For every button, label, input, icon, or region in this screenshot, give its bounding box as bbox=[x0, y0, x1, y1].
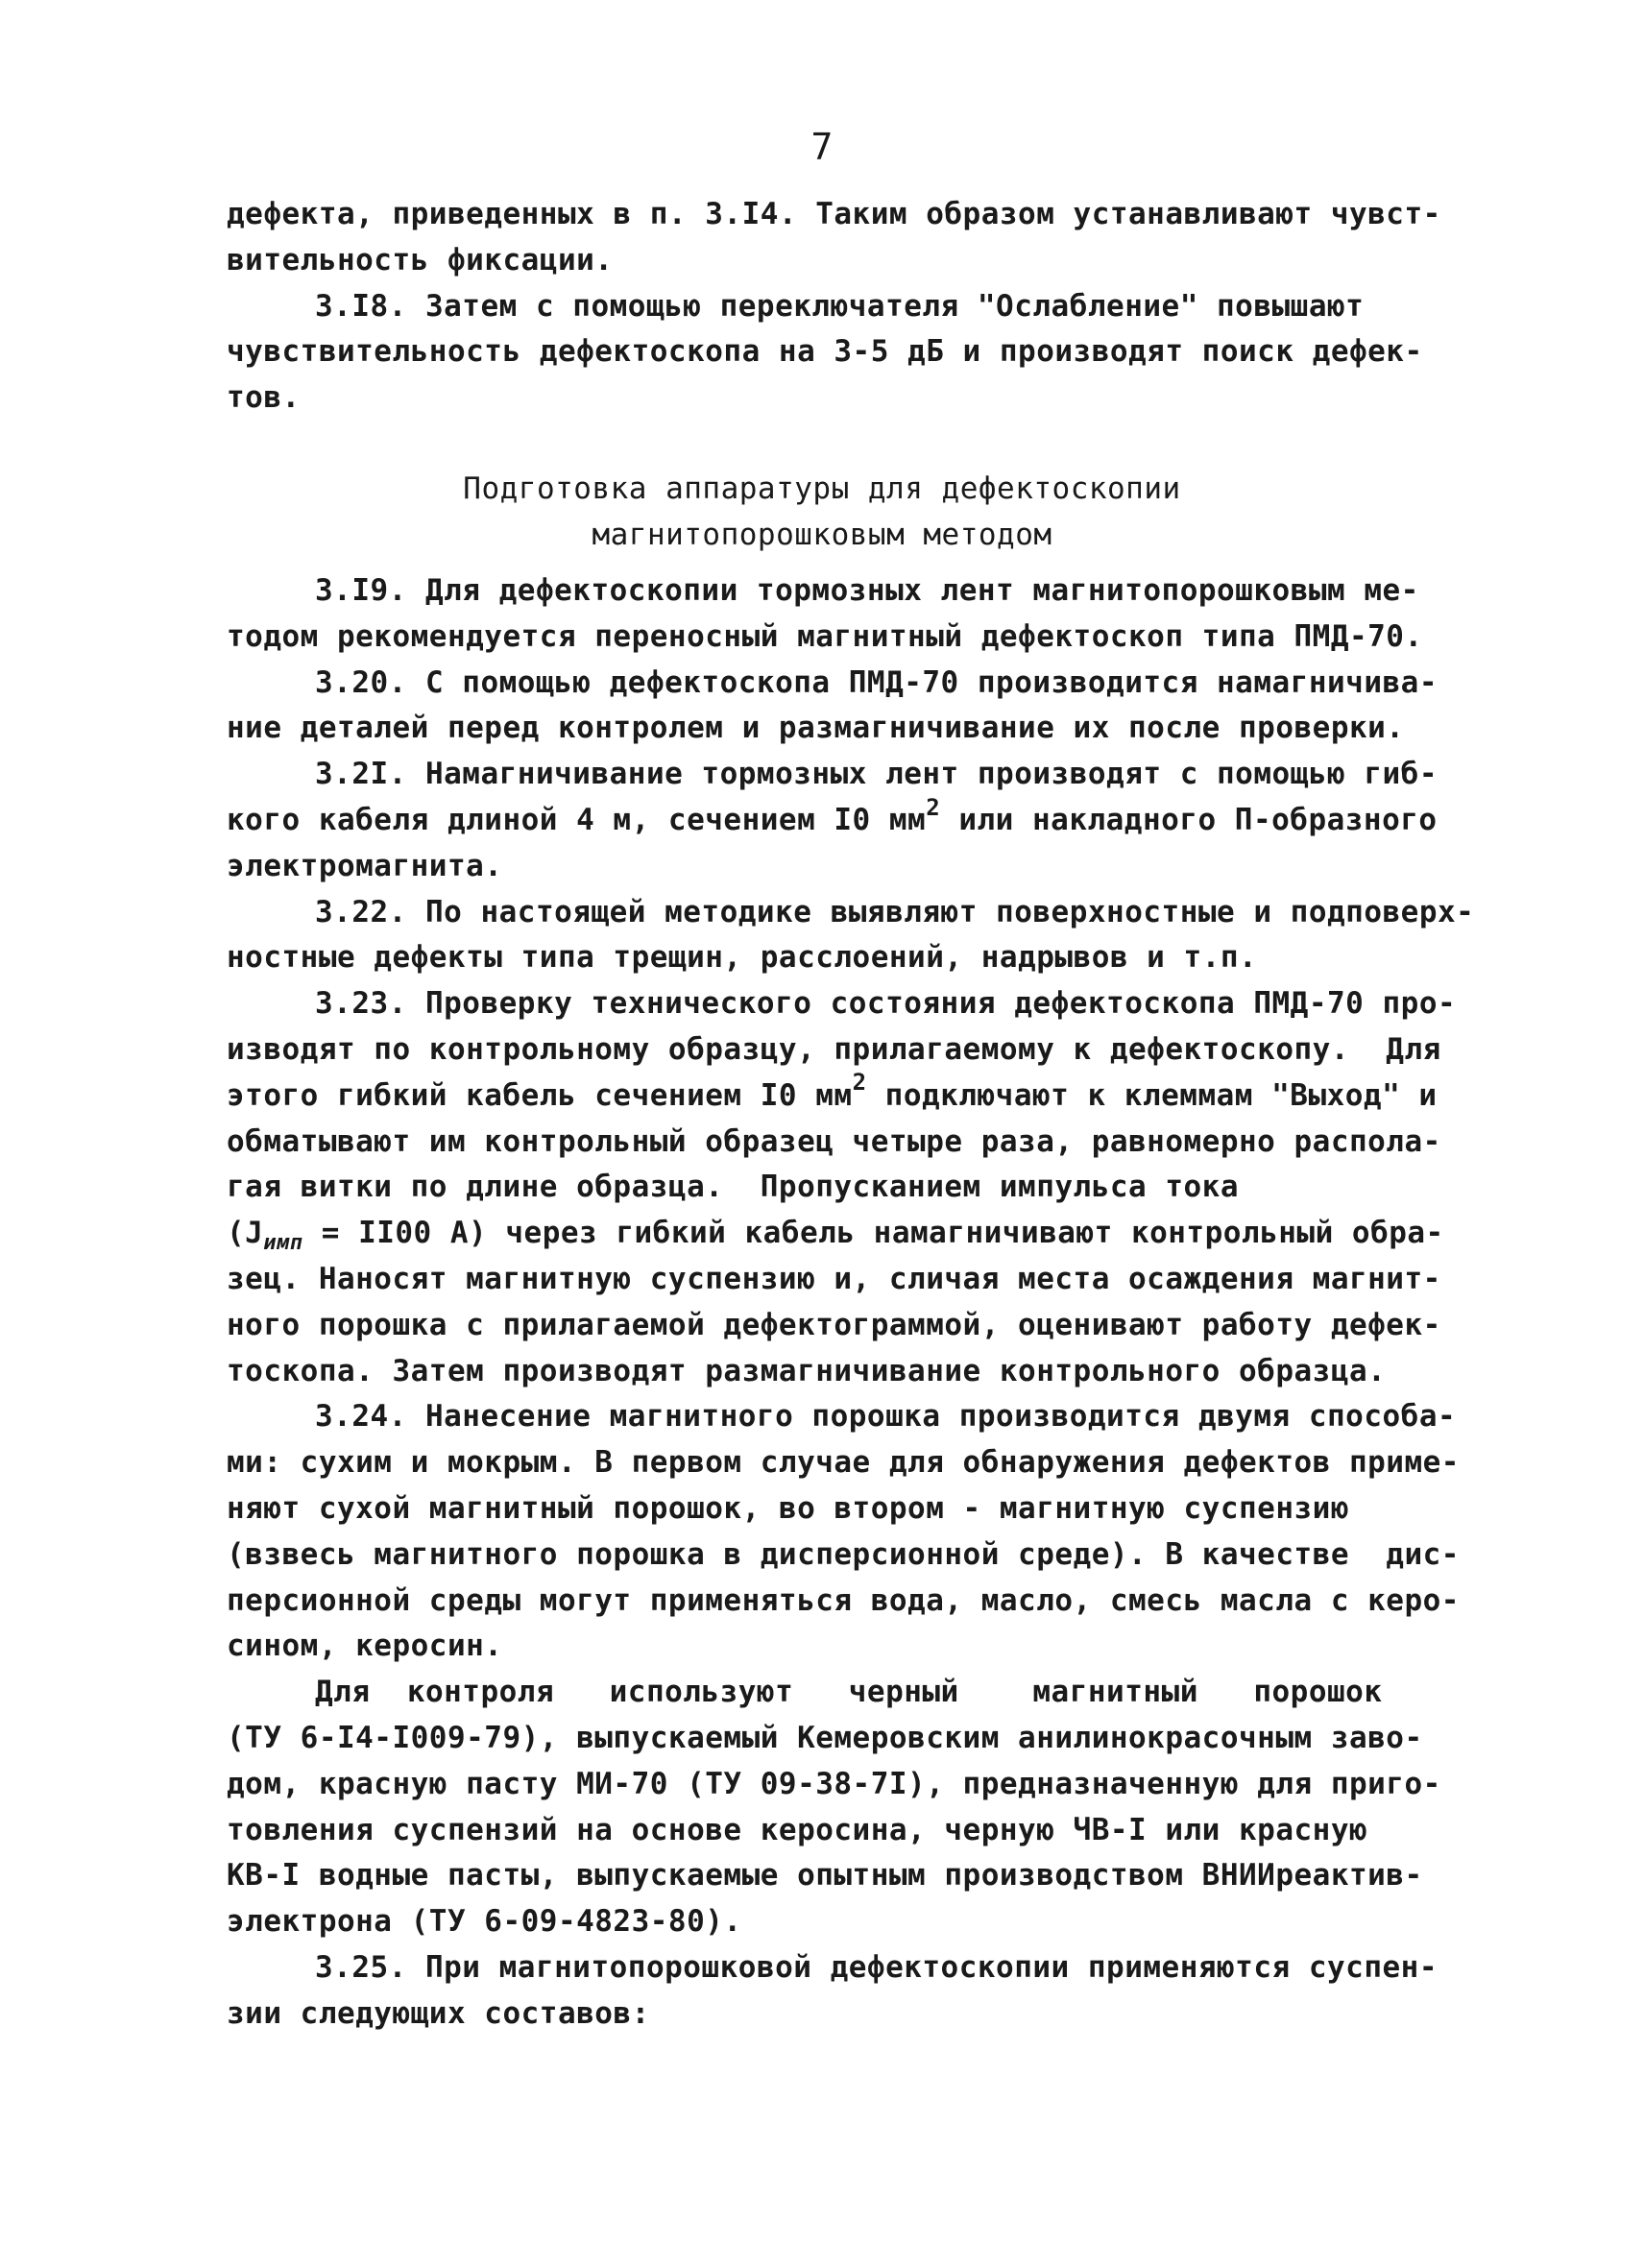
text-line: ного порошка с прилагаемой дефектограммой, оценивают работу дефек- bbox=[227, 1307, 1441, 1342]
section-heading bbox=[0, 467, 1644, 559]
heading-line: Подготовка аппаратуры для дефектоскопии bbox=[463, 471, 1181, 506]
text-line: зец. Наносят магнитную суспензию и, сличая места осаждения магнит- bbox=[227, 1261, 1441, 1296]
text-line: ние деталей перед контролем и размагничивание их после проверки. bbox=[227, 711, 1405, 746]
text-line: зии следующих составов: bbox=[227, 1995, 650, 2031]
text-line: тов. bbox=[227, 380, 301, 416]
text-line: электрона (ТУ 6-09-4823-80). bbox=[227, 1904, 742, 1940]
text-line: (ТУ 6-I4-I009-79), выпускаемый Кемеровским анилинокрасочным заво- bbox=[227, 1720, 1423, 1755]
text-line bbox=[227, 1069, 1465, 1120]
superscript: 2 bbox=[852, 1069, 867, 1097]
text-fragment: (J bbox=[227, 1216, 264, 1251]
intro-text bbox=[227, 192, 1465, 422]
text-line: дефекта, приведенных в п. 3.I4. Таким образом устанавливают чувст- bbox=[227, 197, 1441, 231]
text-fragment: = II00 А) через гибкий кабель намагничивают контрольный обра- bbox=[302, 1216, 1444, 1251]
body-text bbox=[227, 568, 1475, 2038]
text-line: 3.I9. Для дефектоскопии тормозных лент магнитопорошковым ме- bbox=[315, 573, 1419, 608]
text-line: дом, красную пасту МИ-70 (ТУ 09-38-7I), предназначенную для приго- bbox=[227, 1766, 1441, 1801]
text-line bbox=[227, 793, 1465, 844]
text-line bbox=[227, 1211, 1465, 1257]
text-line: няют сухой магнитный порошок, во втором - магнитную суспензию bbox=[227, 1490, 1349, 1526]
text-line: товления суспензий на основе керосина, черную ЧВ-I или красную bbox=[227, 1812, 1368, 1847]
text-line: тодом рекомендуется переносный магнитный дефектоскоп типа ПМД-70. bbox=[227, 618, 1423, 654]
text-fragment: подключают к клеммам "Выход" и bbox=[866, 1077, 1438, 1113]
text-fragment: или накладного П-образного bbox=[940, 802, 1438, 837]
text-line: 3.22. По настоящей методике выявляют поверхностные и подповерх- bbox=[315, 894, 1475, 929]
text-fragment: кого кабеля длиной 4 м, сечением I0 мм bbox=[227, 802, 927, 837]
superscript: 2 bbox=[926, 793, 941, 821]
text-line: 3.24. Нанесение магнитного порошка производится двумя способа- bbox=[315, 1399, 1457, 1435]
text-line: 3.25. При магнитопорошковой дефектоскопии применяются суспен- bbox=[315, 1949, 1438, 1985]
text-line: гая витки по длине образца. Пропусканием импульса тока bbox=[227, 1170, 1239, 1205]
text-line: Для контроля используют черный магнитный порошок bbox=[315, 1675, 1383, 1710]
text-line: 3.23. Проверку технического состояния дефектоскопа ПМД-70 про- bbox=[315, 986, 1457, 1022]
text-line: чувствительность дефектоскопа на 3-5 дБ и производят поиск дефек- bbox=[227, 334, 1423, 370]
text-line: сином, керосин. bbox=[227, 1629, 503, 1664]
page-number: 7 bbox=[810, 126, 834, 168]
text-line: изводят по контрольному образцу, прилагаемому к дефектоскопу. Для bbox=[227, 1031, 1441, 1067]
text-fragment: этого гибкий кабель сечением I0 мм bbox=[227, 1077, 853, 1113]
text-line: персионной среды могут применяться вода, масло, смесь масла с керо- bbox=[227, 1582, 1460, 1618]
text-line: вительность фиксации. bbox=[227, 242, 614, 277]
text-line: электромагнита. bbox=[227, 848, 503, 883]
text-line: КВ-I водные пасты, выпускаемые опытным производством ВНИИреактив- bbox=[227, 1858, 1423, 1894]
text-line: (взвесь магнитного порошка в дисперсионной среде). В качестве дис- bbox=[227, 1536, 1460, 1572]
text-line: тоскопа. Затем производят размагничивание контрольного образца. bbox=[227, 1353, 1387, 1388]
text-line: 3.2I. Намагничивание тормозных лент производят с помощью гиб- bbox=[315, 757, 1438, 792]
text-line: обматывают им контрольный образец четыре раза, равномерно распола- bbox=[227, 1123, 1441, 1159]
text-line: ми: сухим и мокрым. В первом случае для обнаружения дефектов приме- bbox=[227, 1445, 1460, 1481]
heading-line: магнитопорошковым методом bbox=[592, 517, 1052, 552]
text-line: 3.I8. Затем с помощью переключателя "Ослабление" повышают bbox=[315, 288, 1365, 324]
subscript: имп bbox=[263, 1231, 303, 1256]
text-line: ностные дефекты типа трещин, расслоений, надрывов и т.п. bbox=[227, 940, 1258, 976]
text-line: 3.20. С помощью дефектоскопа ПМД-70 производится намагничива- bbox=[315, 664, 1438, 700]
